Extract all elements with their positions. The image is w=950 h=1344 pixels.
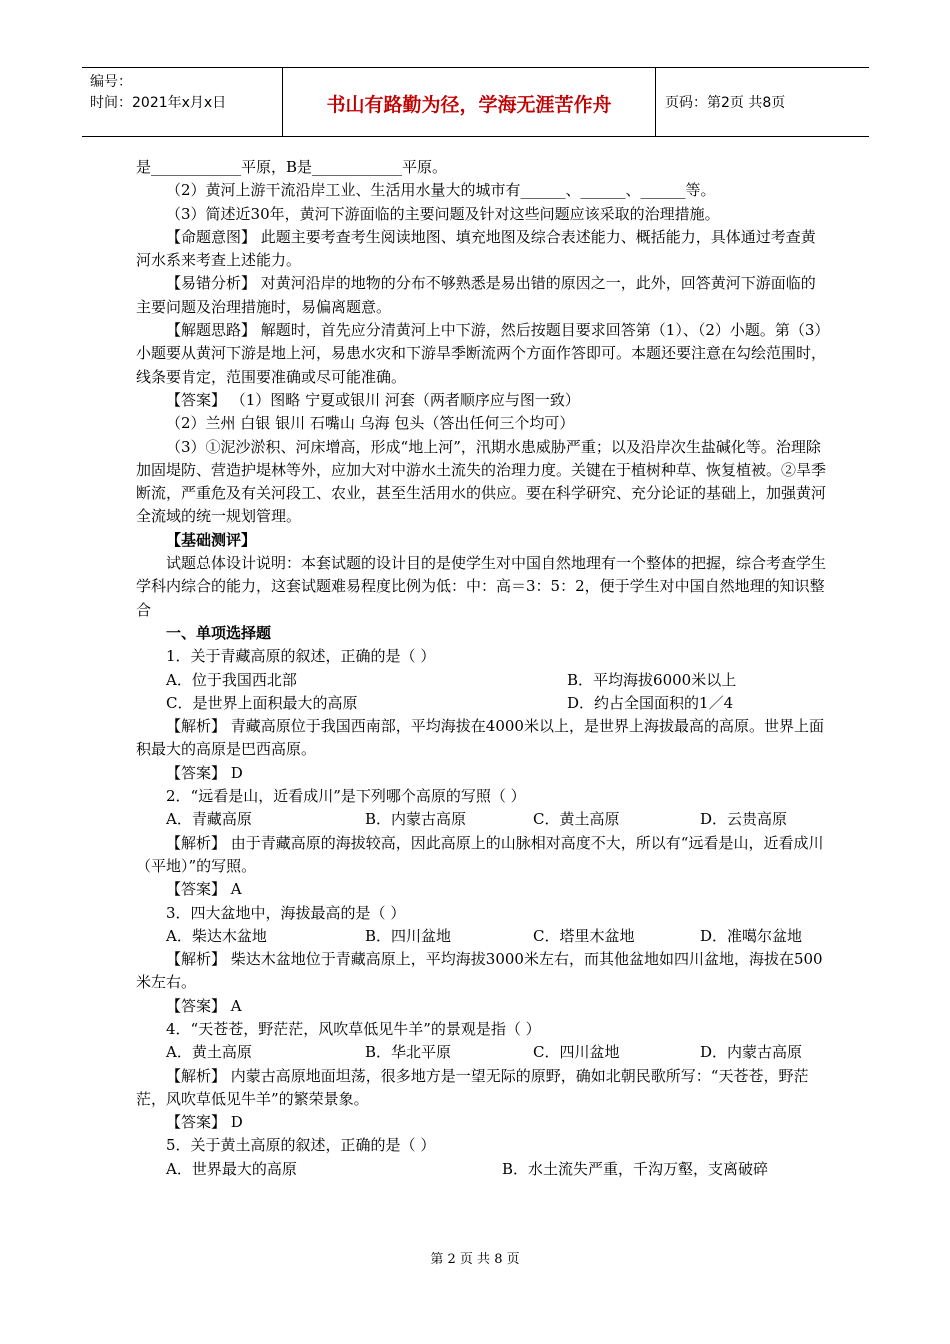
page-footer: 第 2 页 共 8 页 xyxy=(430,1252,520,1267)
analysis: 【解析】 青藏高原位于我国西南部，平均海拔在4000米以上，是世界上海拔最高的高原。世界上面积最大的高原是巴西高原。 xyxy=(136,717,824,759)
options-row xyxy=(136,669,826,692)
page-header xyxy=(82,67,869,137)
option: B．水土流失严重，千沟万壑，支离破碎 xyxy=(502,1159,769,1178)
options-row xyxy=(136,808,826,831)
analysis: 【解析】 内蒙古高原地面坦荡，很多地方是一望无际的原野，确如北朝民歌所写：“天苍苍，野茫茫，风吹草低见牛羊”的繁荣景象。 xyxy=(136,1066,809,1108)
option: D．云贵高原 xyxy=(700,810,788,829)
paragraph: （3）①泥沙淤积、河床增高，形成“地上河”，汛期水患威胁严重；以及沿岸次生盐碱化等。治理除加固堤防、营造护堤林等外，应加大对中游水土流失的治理力度。关键在于植树种草、恢复植被。②旱季断流，严重危及有关河段工、农业，甚至生活用水的供应。要在科学研究、充分论证的基础上，加强黄河全流域的统一规划管理。 xyxy=(136,437,827,526)
time-label: 时间：2021年x月x日 xyxy=(90,95,227,111)
paragraph: 【解题思路】 解题时，首先应分清黄河上中下游，然后按题目要求回答第（1）、（2）小题。第（3）小题要从黄河下游是地上河，易患水灾和下游旱季断流两个方面作答即可。本题还要注意在勾绘范围时，线条要肯定，范围要准确或尽可能准确。 xyxy=(136,321,827,386)
section-heading: 一、单项选择题 xyxy=(166,623,272,642)
question: 2．“远看是山，近看成川”是下列哪个高原的写照（ ） xyxy=(166,787,526,806)
option: C．黄土高原 xyxy=(533,810,620,829)
option: C．是世界上面积最大的高原 xyxy=(166,693,358,712)
option: D．准噶尔盆地 xyxy=(700,926,803,945)
answer: 【答案】 A xyxy=(166,880,242,899)
options-row xyxy=(136,1041,826,1064)
text-line: 是____________平原，B是____________平原。 xyxy=(136,158,448,176)
answer: 【答案】 D xyxy=(166,1113,243,1132)
question-line: （3）简述近30年，黄河下游面临的主要问题及针对这些问题应该采取的治理措施。 xyxy=(166,204,720,223)
paragraph: 【命题意图】 此题主要考查考生阅读地图、填充地图及综合表述能力、概括能力，具体通过考查黄河水系来考查上述能力。 xyxy=(136,227,816,270)
option: D．内蒙古高原 xyxy=(700,1043,803,1062)
header-motto: 书山有路勤为径，学海无涯苦作舟 xyxy=(326,94,612,116)
answer-line: 【答案】 （1）图略 宁夏或银川 河套（两者顺序应与图一致） xyxy=(166,390,580,409)
question: 4．“天苍苍，野茫茫，风吹草低见牛羊”的景观是指（ ） xyxy=(166,1019,541,1038)
option: B．内蒙古高原 xyxy=(365,810,467,829)
question: 5．关于黄土高原的叙述，正确的是（ ） xyxy=(166,1136,436,1155)
options-row xyxy=(136,692,826,715)
analysis: 【解析】 柴达木盆地位于青藏高原上，平均海拔3000米左右，而其他盆地如四川盆地，海拔在500米左右。 xyxy=(136,950,823,992)
question: 1．关于青藏高原的叙述，正确的是（ ） xyxy=(166,647,436,666)
answer: 【答案】 A xyxy=(166,996,242,1015)
answer: 【答案】 D xyxy=(166,763,243,782)
option: B．平均海拔6000米以上 xyxy=(567,670,737,689)
option: A．青藏高原 xyxy=(166,810,252,829)
options-row xyxy=(136,1158,826,1181)
option: A．黄土高原 xyxy=(166,1043,252,1062)
paragraph: 【易错分析】 对黄河沿岸的地物的分布不够熟悉是易出错的原因之一，此外，回答黄河下游面临的主要问题及治理措施时，易偏离题意。 xyxy=(136,274,816,316)
analysis: 【解析】 由于青藏高原的海拔较高，因此高原上的山脉相对高度不大，所以有“远看是山，近看成川（平地）”的写照。 xyxy=(136,833,824,875)
option: B．华北平原 xyxy=(365,1043,452,1062)
header-page-info: 页码：第2页 共8页 xyxy=(665,95,786,111)
option: B．四川盆地 xyxy=(365,926,452,945)
option: D．约占全国面积的1／4 xyxy=(567,693,734,712)
question-line: （2）黄河上游干流沿岸工业、生活用水量大的城市有______、______、______等。 xyxy=(166,181,716,200)
option: A．柴达木盆地 xyxy=(166,926,267,945)
document-body xyxy=(136,156,826,1181)
answer-line: （2）兰州 白银 银川 石嘴山 乌海 包头（答出任何三个均可） xyxy=(166,414,575,433)
options-row xyxy=(136,925,826,948)
option: C．四川盆地 xyxy=(533,1043,620,1062)
option: A．位于我国西北部 xyxy=(166,670,297,689)
header-divider xyxy=(655,68,656,136)
option: A．世界最大的高原 xyxy=(166,1159,297,1178)
question: 3．四大盆地中，海拔最高的是（ ） xyxy=(166,903,406,922)
option: C．塔里木盆地 xyxy=(533,926,635,945)
section-heading: 【基础测评】 xyxy=(166,530,257,549)
header-meta xyxy=(90,72,226,114)
number-label: 编号： xyxy=(90,74,132,90)
paragraph: 试题总体设计说明：本套试题的设计目的是使学生对中国自然地理有一个整体的把握，综合考查学生学科内综合的能力，这套试题难易程度比例为低：中：高＝3：5：2，便于学生对中国自然地理的知识整合 xyxy=(136,554,827,619)
